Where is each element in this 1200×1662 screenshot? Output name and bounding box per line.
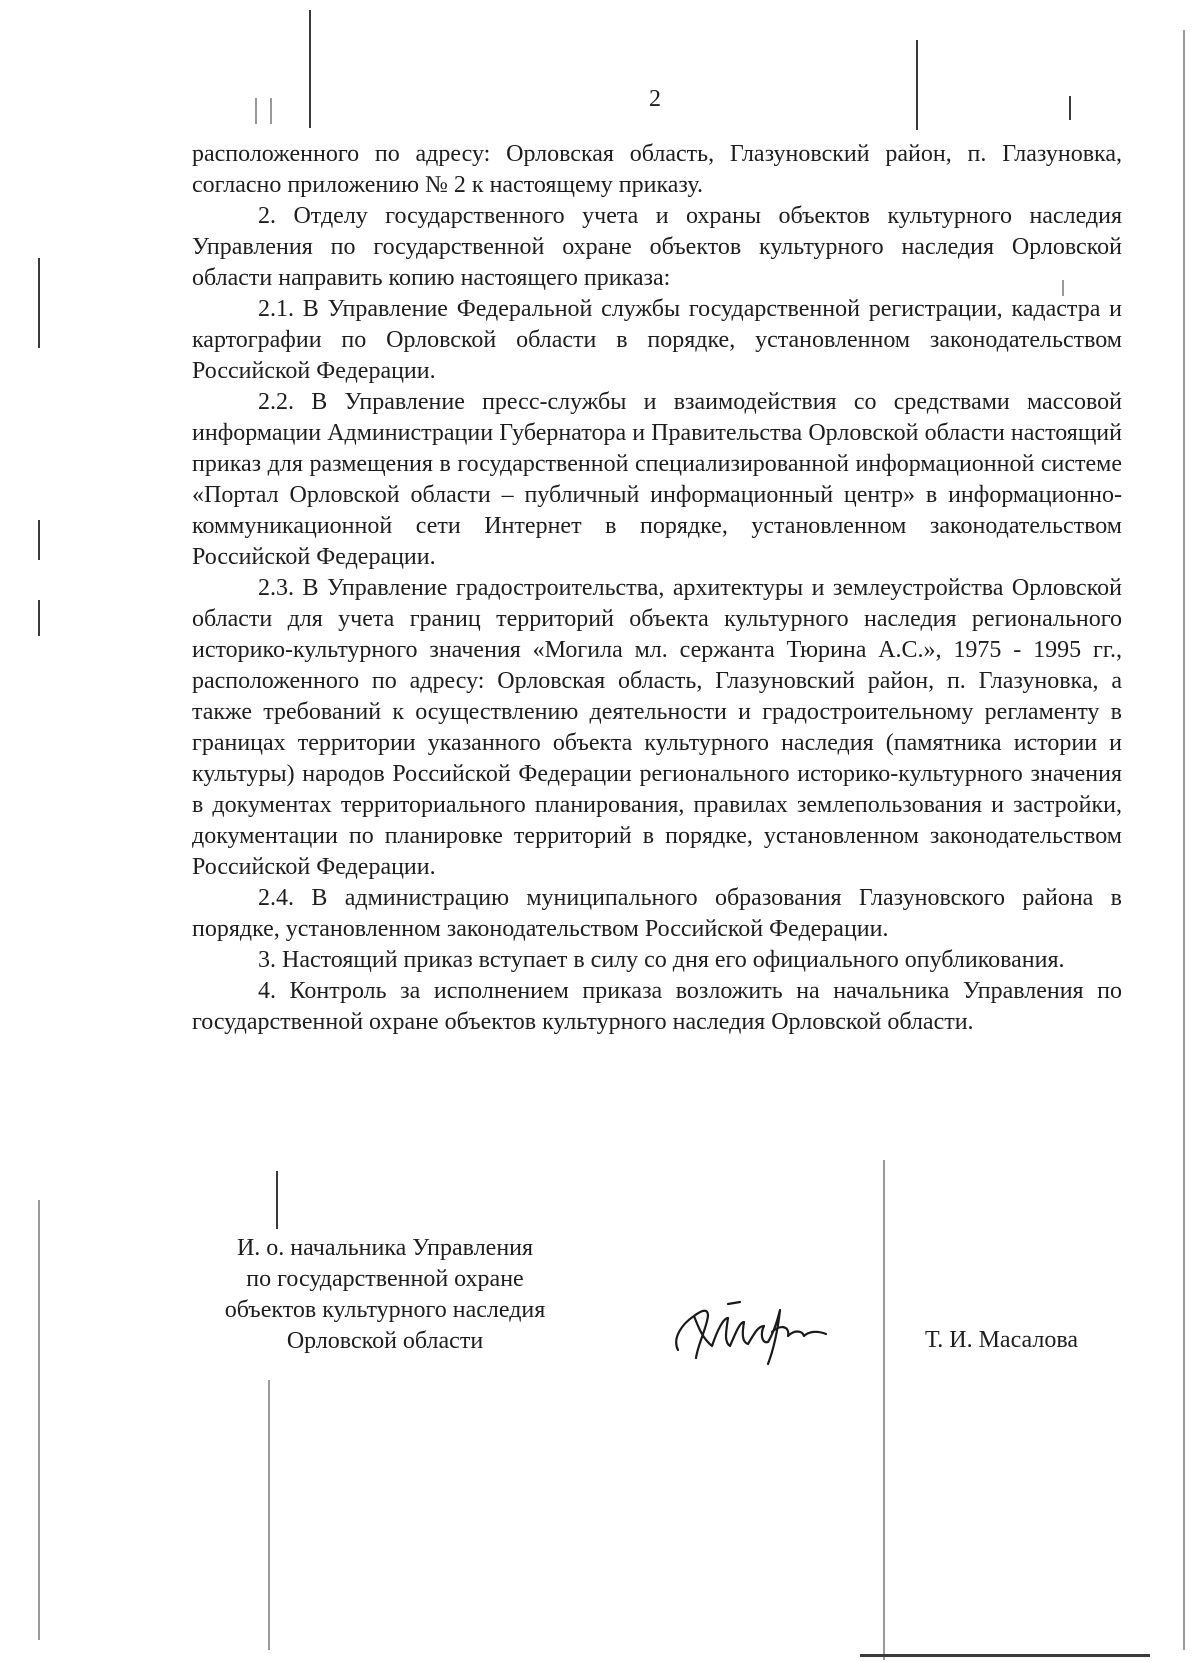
scan-artifact-line xyxy=(860,1654,1150,1657)
order-paragraph: 2.1. В Управление Федеральной службы государственной регистрации, кадастра и картографии по Орловской области в порядке, установленном законодательством Российской Федерации. xyxy=(192,296,1122,384)
handwritten-signature xyxy=(668,1288,843,1368)
scan-artifact-line xyxy=(916,40,918,130)
scan-artifact-line xyxy=(276,1171,278,1229)
scan-artifact-line xyxy=(38,1200,40,1640)
order-paragraph: расположенного по адресу: Орловская область, Глазуновский район, п. Глазуновка, согласно приложению № 2 к настоящему приказу. xyxy=(192,141,1122,198)
order-paragraph: 3. Настоящий приказ вступает в силу со дня его официального опубликования. xyxy=(258,947,1065,973)
signatory-title-line: объектов культурного наследия xyxy=(224,1297,546,1323)
signer-name: Т. И. Масалова xyxy=(925,1327,1079,1353)
scan-artifact-line xyxy=(38,520,40,560)
scan-artifact-line xyxy=(1183,30,1185,1650)
order-paragraph: 4. Контроль за исполнением приказа возложить на начальника Управления по государственной охране объектов культурного наследия Орловской области. xyxy=(192,978,1122,1035)
order-paragraph: 2.2. В Управление пресс-службы и взаимодействия со средствами массовой информации Администрации Губернатора и Правительства Орловской области настоящий приказ для размещения в государственной специализированной информационной системе «Портал Орловской области – публичный информационный центр» в информационно-коммуникационной сети Интернет в порядке, установленном законодательством Российской Федерации. xyxy=(192,389,1122,570)
order-paragraph: 2.4. В администрацию муниципального образования Глазуновского района в порядке, установленном законодательством Российской Федерации. xyxy=(192,885,1122,942)
scan-artifact-line xyxy=(38,600,40,636)
scan-artifact-line xyxy=(883,1160,885,1660)
order-paragraph: 2. Отделу государственного учета и охраны объектов культурного наследия Управления по государственной охране объектов культурного наследия Орловской области направить копию настоящего приказа: xyxy=(192,203,1122,291)
signatory-title-line: И. о. начальника Управления xyxy=(236,1235,534,1261)
signatory-title-line: Орловской области xyxy=(286,1328,484,1354)
signatory-title xyxy=(195,1233,575,1357)
order-paragraph: 2.3. В Управление градостроительства, архитектуры и землеустройства Орловской области для учета границ территорий объекта культурного наследия регионального историко-культурного значения «Могила мл. сержанта Тюрина А.С.», 1975 - 1995 гг., расположенного по адресу: Орловская область, Глазуновский район, п. Глазуновка, а также требований к осуществлению деятельности и градостроительному регламенту в границах территории указанного объекта культурного наследия (памятника истории и культуры) народов Российской Федерации регионального историко-культурного значения в документах территориального планирования, правилах землепользования и застройки, документации по планировке территорий в порядке, установленном законодательством Российской Федерации. xyxy=(192,575,1122,880)
page-number: 2 xyxy=(649,86,661,112)
scan-artifact-line xyxy=(268,1380,270,1650)
order-body-text xyxy=(192,139,1122,1038)
scan-artifact-line xyxy=(38,258,40,348)
signatory-title-line: по государственной охране xyxy=(246,1266,524,1292)
